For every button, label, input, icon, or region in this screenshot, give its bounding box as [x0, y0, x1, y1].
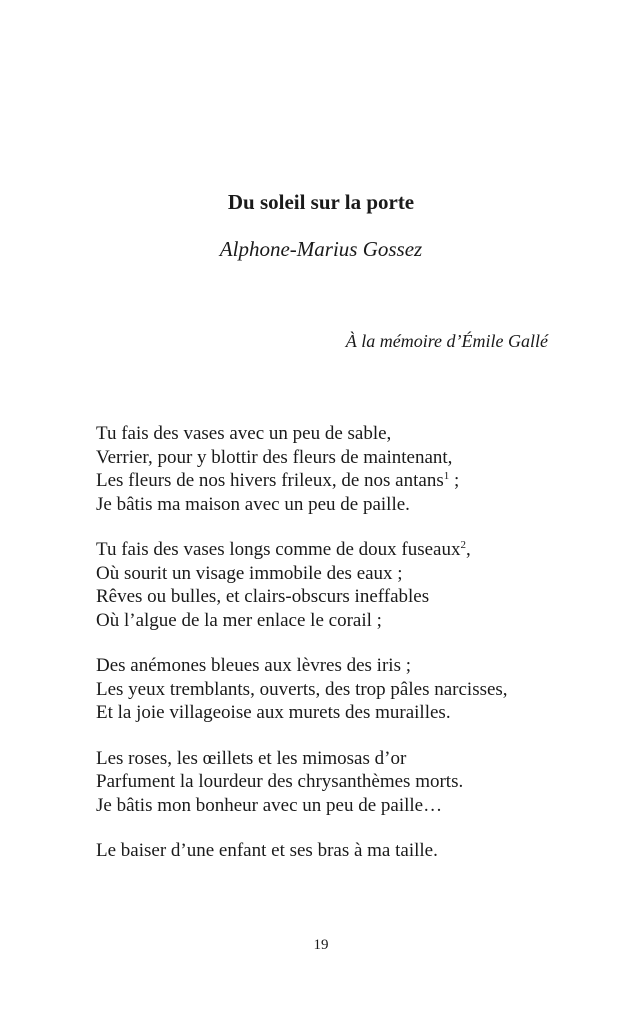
poem-line	[96, 770, 596, 794]
poem-line	[96, 562, 596, 586]
poem-line-text: Tu fais des vases avec un peu de sable,	[96, 423, 392, 444]
poem-line-text: Les roses, les œillets et les mimosas d’or	[96, 747, 407, 769]
poem-author: Alphone-Marius Gossez	[219, 237, 423, 261]
stanza	[96, 538, 596, 632]
poem-line	[96, 469, 596, 493]
poem-title: Du soleil sur la porte	[227, 190, 415, 214]
poem-line	[96, 654, 596, 678]
stanza	[96, 839, 596, 863]
poem-line	[96, 446, 596, 470]
poem-line	[96, 585, 596, 609]
poem-line-punctuation: ,	[465, 539, 471, 560]
poem-line-text: Tu fais des vases longs comme de doux fuseaux	[96, 539, 461, 560]
poem-line	[96, 538, 596, 562]
poem-line-text: Rêves ou bulles, et clairs-obscurs ineffables	[96, 586, 430, 607]
poem-line	[96, 747, 596, 771]
stanza	[96, 654, 596, 725]
poem-line	[96, 701, 596, 725]
poem-line	[96, 794, 596, 818]
poem-line-text: Je bâtis mon bonheur avec un peu de paille…	[96, 794, 443, 816]
poem-line-punctuation: ;	[449, 470, 460, 491]
poem-line-text: Verrier, pour y blottir des fleurs de maintenant,	[96, 446, 453, 468]
poem-line-text: Où l’algue de la mer enlace le corail ;	[96, 609, 382, 631]
poem-line-text: Des anémones bleues aux lèvres des iris ;	[96, 655, 411, 676]
stanza	[96, 747, 596, 818]
poem-line	[96, 493, 596, 517]
poem-body	[96, 422, 596, 885]
poem-line-text: Où sourit un visage immobile des eaux ;	[96, 562, 403, 584]
poem-line-text: Je bâtis ma maison avec un peu de paille.	[96, 493, 410, 515]
footnote-marker: 1	[443, 470, 450, 482]
poem-line	[96, 609, 596, 633]
poem-line	[96, 678, 596, 702]
page-number: 19	[313, 937, 329, 953]
poem-line	[96, 422, 596, 446]
poem-line-text: Les fleurs de nos hivers frileux, de nos antans	[96, 470, 444, 491]
poem-line-text: Le baiser d’une enfant et ses bras à ma taille.	[96, 840, 438, 861]
poem-line-text: Parfument la lourdeur des chrysanthèmes morts.	[96, 771, 464, 792]
poem-line	[96, 839, 596, 863]
poem-dedication: À la mémoire d’Émile Gallé	[345, 331, 548, 351]
stanza	[96, 422, 596, 516]
poem-line-text: Les yeux tremblants, ouverts, des trop pâles narcisses,	[96, 678, 508, 700]
footnote-marker: 2	[460, 539, 466, 551]
poem-line-text: Et la joie villageoise aux murets des murailles.	[96, 702, 451, 723]
